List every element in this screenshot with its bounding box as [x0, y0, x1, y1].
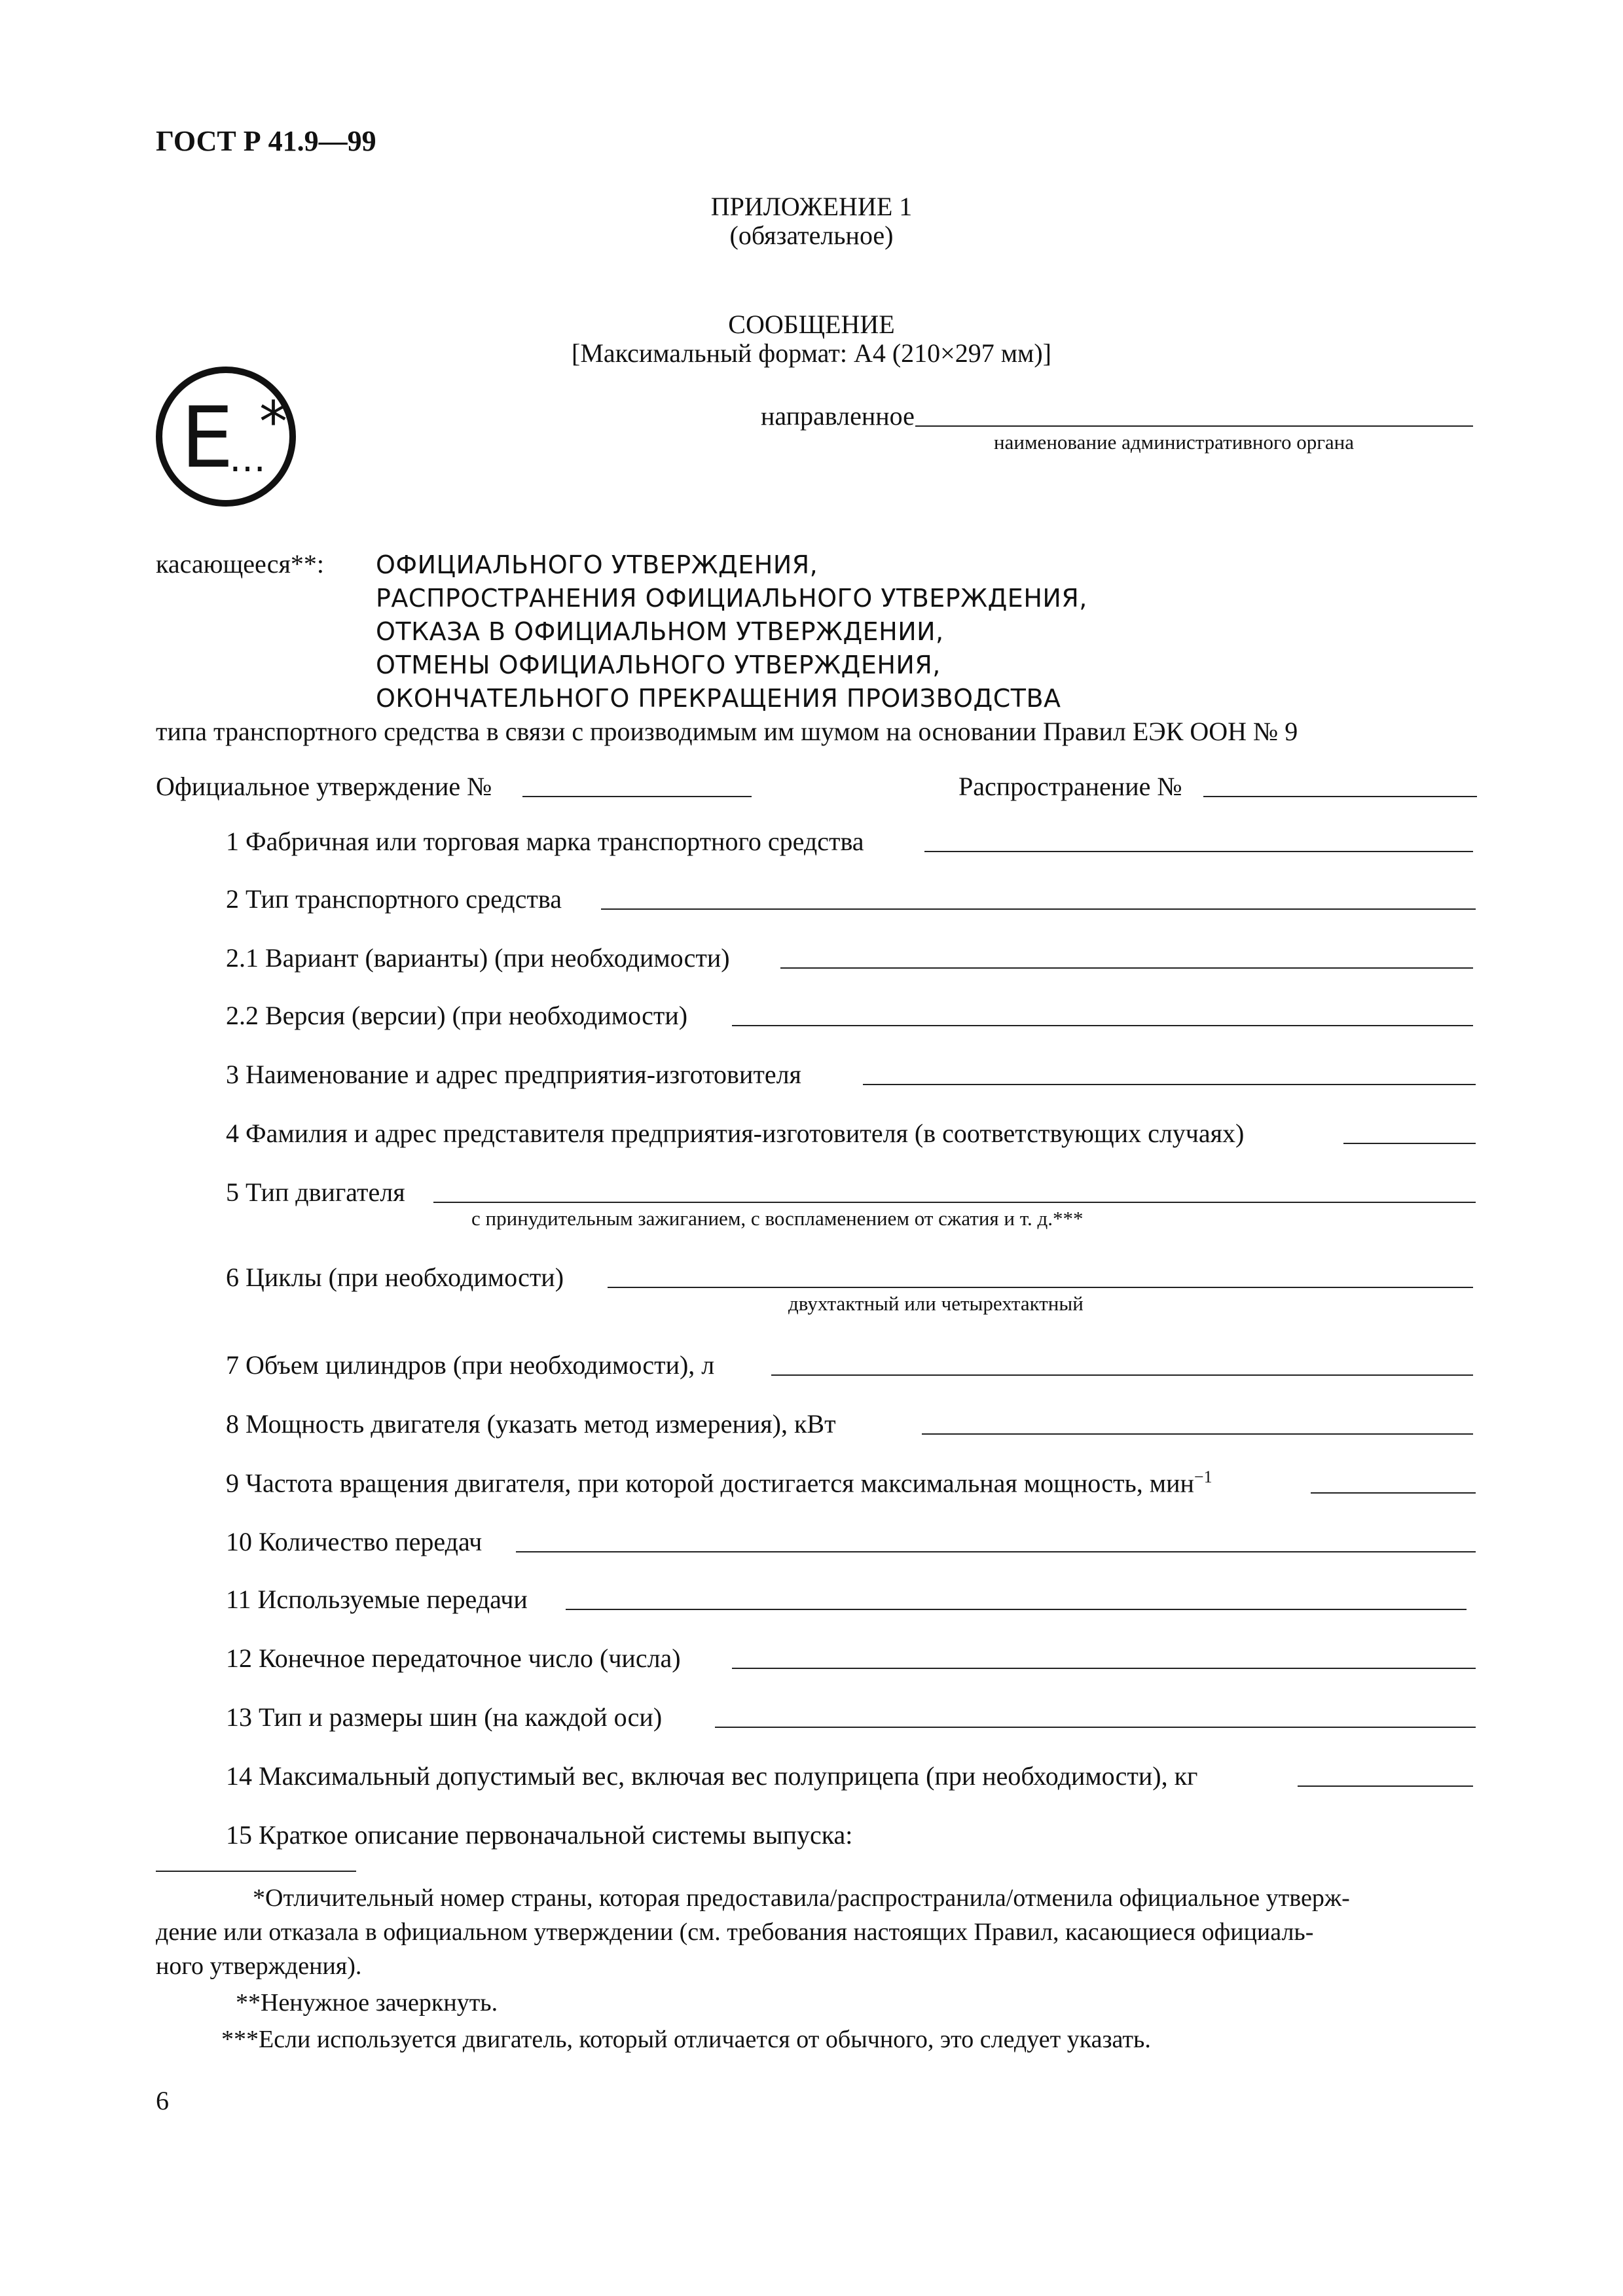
field-input[interactable]: [780, 967, 1473, 969]
field-caption: двухтактный или четырехтактный: [788, 1292, 1084, 1315]
field-label: 10 Количество передач: [226, 1527, 483, 1556]
approval-number-label: Официальное утверждение №: [156, 772, 492, 801]
footnote: *Отличительный номер страны, которая предоставила/распространила/отменила официальное утверж-: [253, 1884, 1350, 1912]
field-caption: с принудительным зажиганием, с воспламенением от сжатия и т. д.***: [471, 1207, 1084, 1230]
field-input[interactable]: [601, 908, 1476, 910]
footnote: дение или отказала в официальном утверждении (см. требования настоящих Правил, касающиеся официаль-: [156, 1918, 1314, 1946]
sender-label: направленное: [761, 401, 915, 431]
field-input[interactable]: [771, 1374, 1473, 1376]
annex-title: ПРИЛОЖЕНИЕ 1: [710, 192, 913, 221]
footnote-separator: [156, 1871, 356, 1872]
field-label: 8 Мощность двигателя (указать метод измерения), кВт: [226, 1409, 836, 1439]
extension-number-field[interactable]: [1203, 796, 1477, 797]
concerning-label: касающееся**:: [156, 549, 325, 579]
field-label: 2.2 Версия (версии) (при необходимости): [226, 1001, 688, 1030]
field-input[interactable]: [732, 1025, 1473, 1026]
field-input[interactable]: [433, 1202, 1476, 1203]
field-label: 5 Тип двигателя: [226, 1177, 405, 1207]
field-label: 14 Максимальный допустимый вес, включая вес полуприцепа (при необходимости), кг: [226, 1761, 1198, 1791]
page-number: 6: [156, 2086, 169, 2115]
footnote: ного утверждения).: [156, 1952, 362, 1980]
field-label: 12 Конечное передаточное число (числа): [226, 1643, 681, 1673]
emblem-star: *: [259, 389, 287, 455]
message-title: СООБЩЕНИЕ: [728, 310, 895, 339]
field-input[interactable]: [516, 1551, 1476, 1552]
concerning-item: ОТМЕНЫ ОФИЦИАЛЬНОГО УТВЕРЖДЕНИЯ,: [376, 651, 941, 679]
sender-field[interactable]: [915, 425, 1473, 427]
field-input[interactable]: [1298, 1785, 1473, 1787]
field-input[interactable]: [566, 1609, 1467, 1610]
emblem-letter: E: [181, 389, 234, 487]
field-label: 11 Используемые передачи: [226, 1585, 528, 1614]
concerning-item: ОТКАЗА В ОФИЦИАЛЬНОМ УТВЕРЖДЕНИИ,: [376, 617, 944, 646]
field-label: 13 Тип и размеры шин (на каждой оси): [226, 1702, 663, 1732]
field-input[interactable]: [715, 1727, 1476, 1728]
field-label-text: 9 Частота вращения двигателя, при которой достигается максимальная мощность, мин: [226, 1468, 1194, 1498]
field-input[interactable]: [863, 1084, 1476, 1085]
field-input[interactable]: [1311, 1492, 1476, 1494]
field-label: 6 Циклы (при необходимости): [226, 1263, 564, 1292]
field-label: 4 Фамилия и адрес представителя предприятия-изготовителя (в соответствующих случаях): [226, 1119, 1245, 1148]
approval-number-field[interactable]: [522, 796, 752, 797]
concerning-item: РАСПРОСТРАНЕНИЯ ОФИЦИАЛЬНОГО УТВЕРЖДЕНИЯ,: [376, 584, 1087, 613]
field-input[interactable]: [924, 851, 1473, 852]
field-label: 7 Объем цилиндров (при необходимости), л: [226, 1350, 715, 1380]
emblem-dots: …: [229, 438, 266, 480]
message-format: [Максимальный формат: А4 (210×297 мм)]: [572, 338, 1051, 368]
field-label: 3 Наименование и адрес предприятия-изготовителя: [226, 1060, 801, 1089]
field-input[interactable]: [732, 1668, 1476, 1669]
unit-exponent: −1: [1194, 1467, 1213, 1486]
field-label: 2 Тип транспортного средства: [226, 884, 562, 914]
vehicle-type-text: типа транспортного средства в связи с производимым им шумом на основании Правил ЕЭК ООН № 9: [156, 717, 1298, 746]
extension-number-label: Распространение №: [958, 772, 1182, 801]
field-label: 15 Краткое описание первоначальной системы выпуска:: [226, 1820, 853, 1850]
footnote: ***Если используется двигатель, который отличается от обычного, это следует указать.: [221, 2026, 1151, 2053]
annex-subtitle: (обязательное): [729, 221, 894, 250]
field-label: 1 Фабричная или торговая марка транспортного средства: [226, 827, 864, 856]
footnote: **Ненужное зачеркнуть.: [236, 1989, 498, 2017]
field-input[interactable]: [608, 1287, 1473, 1288]
sender-caption: наименование административного органа: [994, 431, 1355, 454]
approval-mark-icon: [156, 367, 296, 507]
field-input[interactable]: [1343, 1143, 1476, 1144]
concerning-list: [376, 548, 1087, 715]
concerning-item: ОФИЦИАЛЬНОГО УТВЕРЖДЕНИЯ,: [376, 550, 818, 579]
standard-number: ГОСТ Р 41.9—99: [156, 125, 376, 157]
field-label: 2.1 Вариант (варианты) (при необходимости): [226, 943, 730, 973]
field-input[interactable]: [922, 1433, 1473, 1435]
field-label: [226, 1467, 1213, 1498]
concerning-item: ОКОНЧАТЕЛЬНОГО ПРЕКРАЩЕНИЯ ПРОИЗВОДСТВА: [376, 684, 1061, 713]
